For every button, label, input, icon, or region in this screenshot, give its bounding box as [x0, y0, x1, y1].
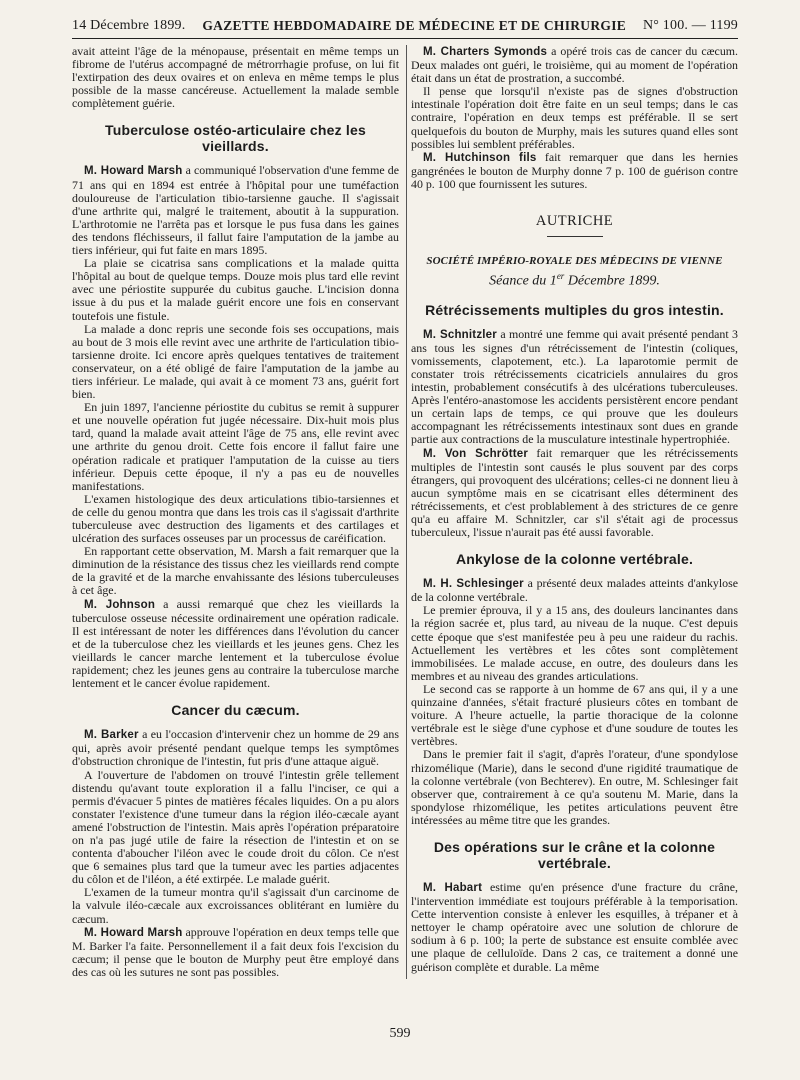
- paragraph: Le second cas se rapporte à un homme de 67 ans qui, il y a une quinzaine d'années, s'était fracturé plusieurs côtes en tombant de voiture. A l'heure actuelle, la partie thoracique de la colonne vertébrale est le siège d'une cyphose et d'une soudure de toutes les vertèbres.: [411, 681, 738, 749]
- paragraph: Dans le premier fait il s'agit, d'après l'orateur, d'une spondylose rhizomélique (Marie), dans le second d'une rigidité traumatique de la colonne vertébrale (von Bechterev). En outre, M. Schlesinger fait observer que, contrairement à ce qu'a soutenu M. Marie, dans la spondylose rhizomélique, les petites articulations peuvent être intéressées au même titre que les grandes.: [411, 747, 738, 827]
- speaker-name: M. Johnson: [84, 598, 156, 611]
- paragraph: M. Hutchinson fils fait remarquer que dans les hernies gangrénées le bouton de Murphy donne 7 p. 100 de guérison contre 40 p. 100 que fournissent les sutures.: [411, 149, 739, 191]
- section-divider: [547, 236, 603, 237]
- page-number: 599: [389, 1026, 411, 1041]
- paragraph: L'examen histologique des deux articulations tibio-tarsiennes et de celle du genou montra que dans les trois cas il s'agissait d'arthrite tuberculeuse avec destruction des ligaments et des cartilages et ulcération des surfaces osseuses par un processus de caréification.: [72, 491, 399, 546]
- speaker-name: M. Habart: [423, 881, 483, 894]
- section-heading: Rétrécissements multiples du gros intestin.: [425, 301, 724, 318]
- paragraph: La plaie se cicatrisa sans complications et la malade quitta l'hôpital au bout de quelque temps. Douze mois plus tard elle revint avec une périostite suppurée du cubitus gauche. L'incision donna issue à du pus et la malade guérit encore une fois en conservant toutefois une fistule.: [72, 256, 399, 323]
- speaker-name: M. Charters Symonds: [423, 46, 548, 58]
- paragraph: M. Barker a eu l'occasion d'intervenir chez un homme de 29 ans qui, après avoir présenté pendant quelque temps les symptômes d'obstruction chronique de l'intestin, fut pris d'une attaque aiguë.: [72, 727, 399, 769]
- speaker-name: M. Von Schrötter: [423, 447, 529, 460]
- paragraph: Il pense que lorsqu'il n'existe pas de signes d'obstruction intestinale l'opération doit être faite en un seul temps; dans le cas contraire, l'opération en deux temps est préférable. Il se sert quelquefois du bouton de Murphy, mais les sutures quand elles sont possibles lui semblent préférables.: [411, 84, 738, 151]
- header-date: 14 Décembre 1899.: [72, 18, 186, 33]
- paragraph: M. Howard Marsh a communiqué l'observation d'une femme de 71 ans qui en 1894 est entrée à l'hôpital pour une tuméfaction douloureuse de l'articulation tibio-tarsienne gauche. Il s'agissait d'une arthrite qui, malgré le traitement, aboutit à la suppuration. L'arthrotomie ne l'arrêta pas et lorsque le pus fusa dans les gaines des tendons fléchisseurs, il fallut faire l'amputation de la jambe au tiers inférieur, qui fut faite en mars 1895.: [72, 163, 399, 258]
- column-divider: [406, 45, 407, 979]
- paragraph: A l'ouverture de l'abdomen on trouvé l'intestin grêle tellement distendu qu'avant toute exploration il a fallu l'inciser, ce qui a permis d'évacuer 5 pintes de matières fécales liquides. On a pu alors constater l'existence d'une tumeur dans la région iléo-cæcale ayant amené l'obstruction de l'intestin. Mais après l'opération préparatoire on n'a pas jugé utile de faire la résection de l'intestin et on se contenta d'aboucher l'iléon avec le coude droit du côlon. Ce n'est que 6 semaines plus tard que la tumeur avec les parties adjacentes du côlon et de l'iléon, a été extirpée. Le malade guérit.: [72, 767, 399, 887]
- section-heading: Cancer du cæcum.: [171, 702, 300, 719]
- speaker-name: M. H. Schlesinger: [423, 578, 524, 591]
- journal-title: GAZETTE HEBDOMADAIRE DE MÉDECINE ET DE CHIRURGIE: [202, 18, 627, 33]
- paragraph: M. Johnson a aussi remarqué que chez les vieillards la tuberculose osseuse nécessite ordinairement une opération radicale. Il est intéressant de noter les différences dans l'évolution du cancer et de la tuberculose chez les vieillards et les jeunes gens. Chez les vieillards le cancer marche lentement et la tuberculose évolue rapidement; chez les jeunes gens au contraire la tuberculose marche lentement et le cancer évolue rapidement.: [72, 596, 399, 691]
- paragraph: M. Schnitzler a montré une femme qui avait présenté pendant 3 ans tous les signes d'un rétrécissement de l'intestin (coliques, vomissements, clapotement, etc.). La laparotomie permit de constater trois rétrécissements cicatriciels annulaires du gros intestin, probablement consécutifs à des ulcérations tuberculeuses. Après l'entéro-anastomose les accidents persistèrent encore pendant un certain laps de temps, ce qui prouve que les douleurs accompagnant les rétrécissements intestinaux sont dues en grande partie aux contractions de la musculature intestinale hypertrophiée.: [411, 326, 738, 447]
- speaker-name: M. Howard Marsh: [84, 165, 183, 178]
- running-header: [72, 0, 738, 39]
- society-name: SOCIÉTÉ IMPÉRIO-ROYALE DES MÉDECINS DE VIENNE: [426, 255, 723, 268]
- issue-number: N° 100. — 1199: [642, 18, 738, 33]
- left-column: [72, 45, 399, 979]
- section-heading: Des opérations sur le crâne et la colonne vertébrale.: [433, 838, 716, 871]
- speaker-name: M. Barker: [84, 729, 139, 742]
- two-column-body: [72, 45, 738, 979]
- paragraph: M. H. Schlesinger a présenté deux malades atteints d'ankylose de la colonne vertébrale.: [411, 576, 739, 605]
- paragraph: M. Howard Marsh approuve l'opération en deux temps telle que M. Barker l'a faite. Personnellement il a fait deux fois l'excision du cæcum; il pense que le bouton de Murphy peut être employé dans des cas où les sutures ne sont pas possibles.: [72, 924, 399, 979]
- paragraph: En rapportant cette observation, M. Marsh a fait remarquer que la diminution de la résistance des tissus chez les vieillards rend compte de la gravité et de la marche envahissante des lésions tuberculeuses à cet âge.: [72, 544, 399, 598]
- paragraph: Le premier éprouva, il y a 15 ans, des douleurs lancinantes dans la région sacrée et, plus tard, au niveau de la nuque. C'est depuis cette époque que s'est manifestée peu à peu une raideur du rachis. Actuellement les vertèbres et les côtes sont complètement immobilisées. Le malade accuse, en outre, des douleurs dans les membres et au niveau des grandes articulations.: [411, 603, 738, 683]
- paragraph: En juin 1897, l'ancienne périostite du cubitus se remit à suppurer et une nouvelle opération fut jugée nécessaire. Dix-huit mois plus tard, quand la malade avait atteint l'âge de 75 ans, elle revint avec une arthrite du genou droit. Cette fois encore il fallut faire une opération radicale et pratiquer l'amputation de la cuisse au tiers inférieur. Depuis cette époque, il n'y a pas eu de nouvelles manifestations.: [72, 400, 399, 493]
- paragraph: La malade a donc repris une seconde fois ses occupations, mais au bout de 3 mois elle revint avec une arthrite de l'articulation tibio-tarsienne droite. Ici encore après quelques tentatives de traitement conservateur, on a été obligé de faire l'amputation de la jambe au tiers inférieur. Le malade, qui avait à ce moment 73 ans, guérit fort bien.: [72, 321, 399, 402]
- section-heading: Ankylose de la colonne vertébrale.: [455, 551, 694, 568]
- section-heading: Tuberculose ostéo-articulaire chez les vieillards.: [105, 122, 366, 155]
- paragraph: M. Charters Symonds a opéré trois cas de cancer du cæcum. Deux malades ont guéri, le troisième, qui au moment de l'opération était dans un état de prostration, a succombé.: [411, 44, 738, 86]
- paragraph: avait atteint l'âge de la ménopause, présentait en même temps un fibrome de l'utérus accompagné de métrorrhagie profuse, on lui fit l'extirpation des deux ovaires et on enleva en même temps le plus possible de la masse cancéreuse. Actuellement la malade semble complètement guérie.: [72, 44, 399, 111]
- session-date: Séance du 1er Décembre 1899.: [489, 271, 660, 289]
- paragraph: M. Von Schrötter fait remarquer que les rétrécissements multiples de l'intestin sont causés le plus souvent par des corps étrangers, qui provoquent des ulcérations; celles-ci ne donnent lieu à aucun symptôme mais en se cicatrisant elles déterminent des rétrécissements, et c'est problablement à des strictures de ce genre qu'a eu affaire M. Schnitzler, car s'il s'était agi de processus tuberculeux, l'issue n'aurait pas été aussi favorable.: [411, 445, 738, 540]
- paragraph: M. Habart estime qu'en présence d'une fracture du crâne, l'intervention immédiate est toujours préférable à la temporisation. Cette intervention consiste à enlever les esquilles, à trépaner et à nettoyer le champ opératoire avec une solution de chlorure de sodium à 6 p. 100; la perte de substance est ensuite comblée avec une plaque de celluloïde. Dans 2 cas, ce traitement a donné une guérison complète et durable. La même: [411, 879, 738, 974]
- country-heading: AUTRICHE: [535, 213, 614, 230]
- speaker-name: M. Hutchinson fils: [423, 151, 537, 164]
- speaker-name: M. Schnitzler: [423, 328, 497, 341]
- right-column: [411, 45, 738, 979]
- paragraph: L'examen de la tumeur montra qu'il s'agissait d'un carcinome de la valvule iléo-cæcale aux excroissances oblitérant en lumière du cæcum.: [72, 885, 399, 926]
- speaker-name: M. Howard Marsh: [84, 926, 183, 939]
